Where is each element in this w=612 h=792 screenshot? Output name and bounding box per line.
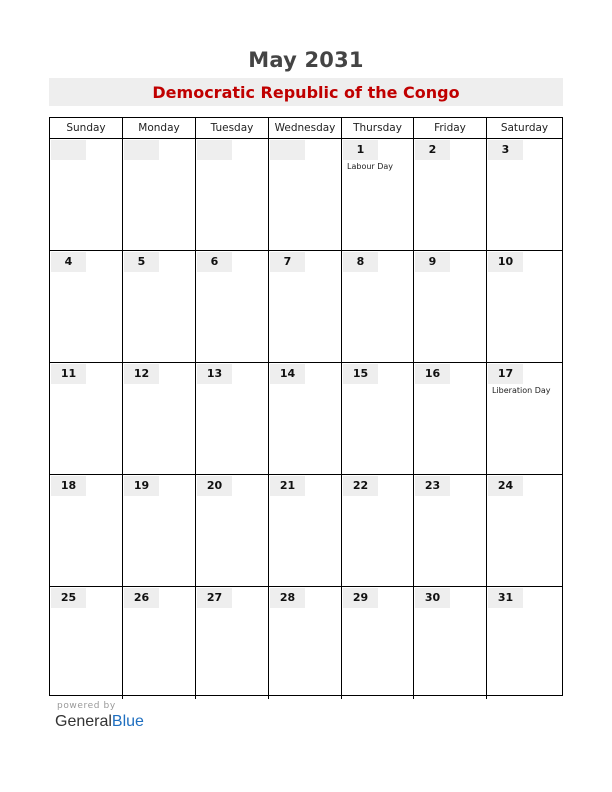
- day-cell[interactable]: [195, 475, 268, 586]
- day-number: 29: [343, 588, 378, 608]
- page-title: May 2031: [248, 48, 364, 72]
- day-cell[interactable]: [195, 363, 268, 474]
- day-cell[interactable]: [268, 587, 341, 699]
- country-banner: [49, 78, 563, 106]
- day-cell[interactable]: [195, 587, 268, 699]
- day-number: 3: [488, 140, 523, 160]
- day-number: 28: [270, 588, 305, 608]
- day-number: 26: [124, 588, 159, 608]
- weekday-header-saturday: Saturday: [486, 118, 562, 138]
- day-number: [124, 140, 159, 160]
- logo-general: General: [55, 713, 112, 730]
- day-cell[interactable]: [122, 251, 195, 362]
- day-number: 5: [124, 252, 159, 272]
- day-number: 2: [415, 140, 450, 160]
- day-cell[interactable]: [341, 251, 413, 362]
- day-number: 25: [51, 588, 86, 608]
- day-number: 21: [270, 476, 305, 496]
- day-number: 10: [488, 252, 523, 272]
- day-number: 12: [124, 364, 159, 384]
- day-number: 14: [270, 364, 305, 384]
- weekday-header-wednesday: Wednesday: [268, 118, 341, 138]
- day-number: 27: [197, 588, 232, 608]
- day-cell[interactable]: [122, 139, 195, 250]
- holiday-label: Labour Day: [347, 162, 394, 171]
- powered-by-label: powered by: [57, 701, 116, 711]
- logo-blue: Blue: [111, 713, 144, 730]
- day-cell[interactable]: [341, 139, 413, 250]
- day-cell[interactable]: [486, 251, 562, 362]
- day-number: [270, 140, 305, 160]
- day-cell[interactable]: [268, 251, 341, 362]
- day-number: 11: [51, 364, 86, 384]
- day-number: 17: [488, 364, 523, 384]
- calendar-grid: [49, 117, 563, 696]
- week-row: [50, 363, 562, 475]
- week-row: [50, 587, 562, 699]
- day-cell[interactable]: [122, 363, 195, 474]
- day-number: 8: [343, 252, 378, 272]
- day-number: 31: [488, 588, 523, 608]
- day-cell[interactable]: [413, 363, 486, 474]
- week-row: [50, 251, 562, 363]
- day-number: 15: [343, 364, 378, 384]
- day-number: 1: [343, 140, 378, 160]
- day-cell[interactable]: [268, 475, 341, 586]
- day-cell[interactable]: [50, 587, 122, 699]
- country-name: Democratic Republic of the Congo: [152, 82, 460, 102]
- weekday-header-thursday: Thursday: [341, 118, 413, 138]
- day-number: 22: [343, 476, 378, 496]
- day-cell[interactable]: [486, 475, 562, 586]
- day-number: 24: [488, 476, 523, 496]
- day-cell[interactable]: [413, 251, 486, 362]
- weekday-header-row: [50, 118, 562, 139]
- day-number: 18: [51, 476, 86, 496]
- holiday-label: Liberation Day: [492, 386, 551, 395]
- day-cell[interactable]: [413, 587, 486, 699]
- day-cell[interactable]: [195, 139, 268, 250]
- day-number: 4: [51, 252, 86, 272]
- day-number: 16: [415, 364, 450, 384]
- generalblue-logo[interactable]: [55, 713, 144, 731]
- day-cell[interactable]: [268, 363, 341, 474]
- day-cell[interactable]: [195, 251, 268, 362]
- day-number: 13: [197, 364, 232, 384]
- weekday-header-sunday: Sunday: [66, 122, 106, 134]
- day-cell[interactable]: [268, 139, 341, 250]
- day-cell[interactable]: [50, 251, 122, 362]
- weekday-header-friday: Friday: [413, 118, 486, 138]
- day-number: 23: [415, 476, 450, 496]
- day-number: 7: [270, 252, 305, 272]
- day-number: 19: [124, 476, 159, 496]
- day-cell[interactable]: [50, 475, 122, 586]
- day-cell[interactable]: [122, 475, 195, 586]
- week-row: [50, 475, 562, 587]
- weekday-header-monday: Monday: [122, 118, 195, 138]
- day-cell[interactable]: [486, 363, 562, 474]
- day-number: 20: [197, 476, 232, 496]
- day-cell[interactable]: [341, 475, 413, 586]
- day-cell[interactable]: [122, 587, 195, 699]
- day-cell[interactable]: [341, 363, 413, 474]
- week-row: [50, 139, 562, 251]
- day-number: [197, 140, 232, 160]
- day-cell[interactable]: [50, 139, 122, 250]
- day-cell[interactable]: [413, 475, 486, 586]
- day-cell[interactable]: [413, 139, 486, 250]
- day-cell[interactable]: [50, 363, 122, 474]
- day-cell[interactable]: [341, 587, 413, 699]
- day-cell[interactable]: [486, 587, 562, 699]
- day-number: 9: [415, 252, 450, 272]
- day-number: [51, 140, 86, 160]
- day-number: 6: [197, 252, 232, 272]
- day-number: 30: [415, 588, 450, 608]
- day-cell[interactable]: [486, 139, 562, 250]
- weekday-header-tuesday: Tuesday: [195, 118, 268, 138]
